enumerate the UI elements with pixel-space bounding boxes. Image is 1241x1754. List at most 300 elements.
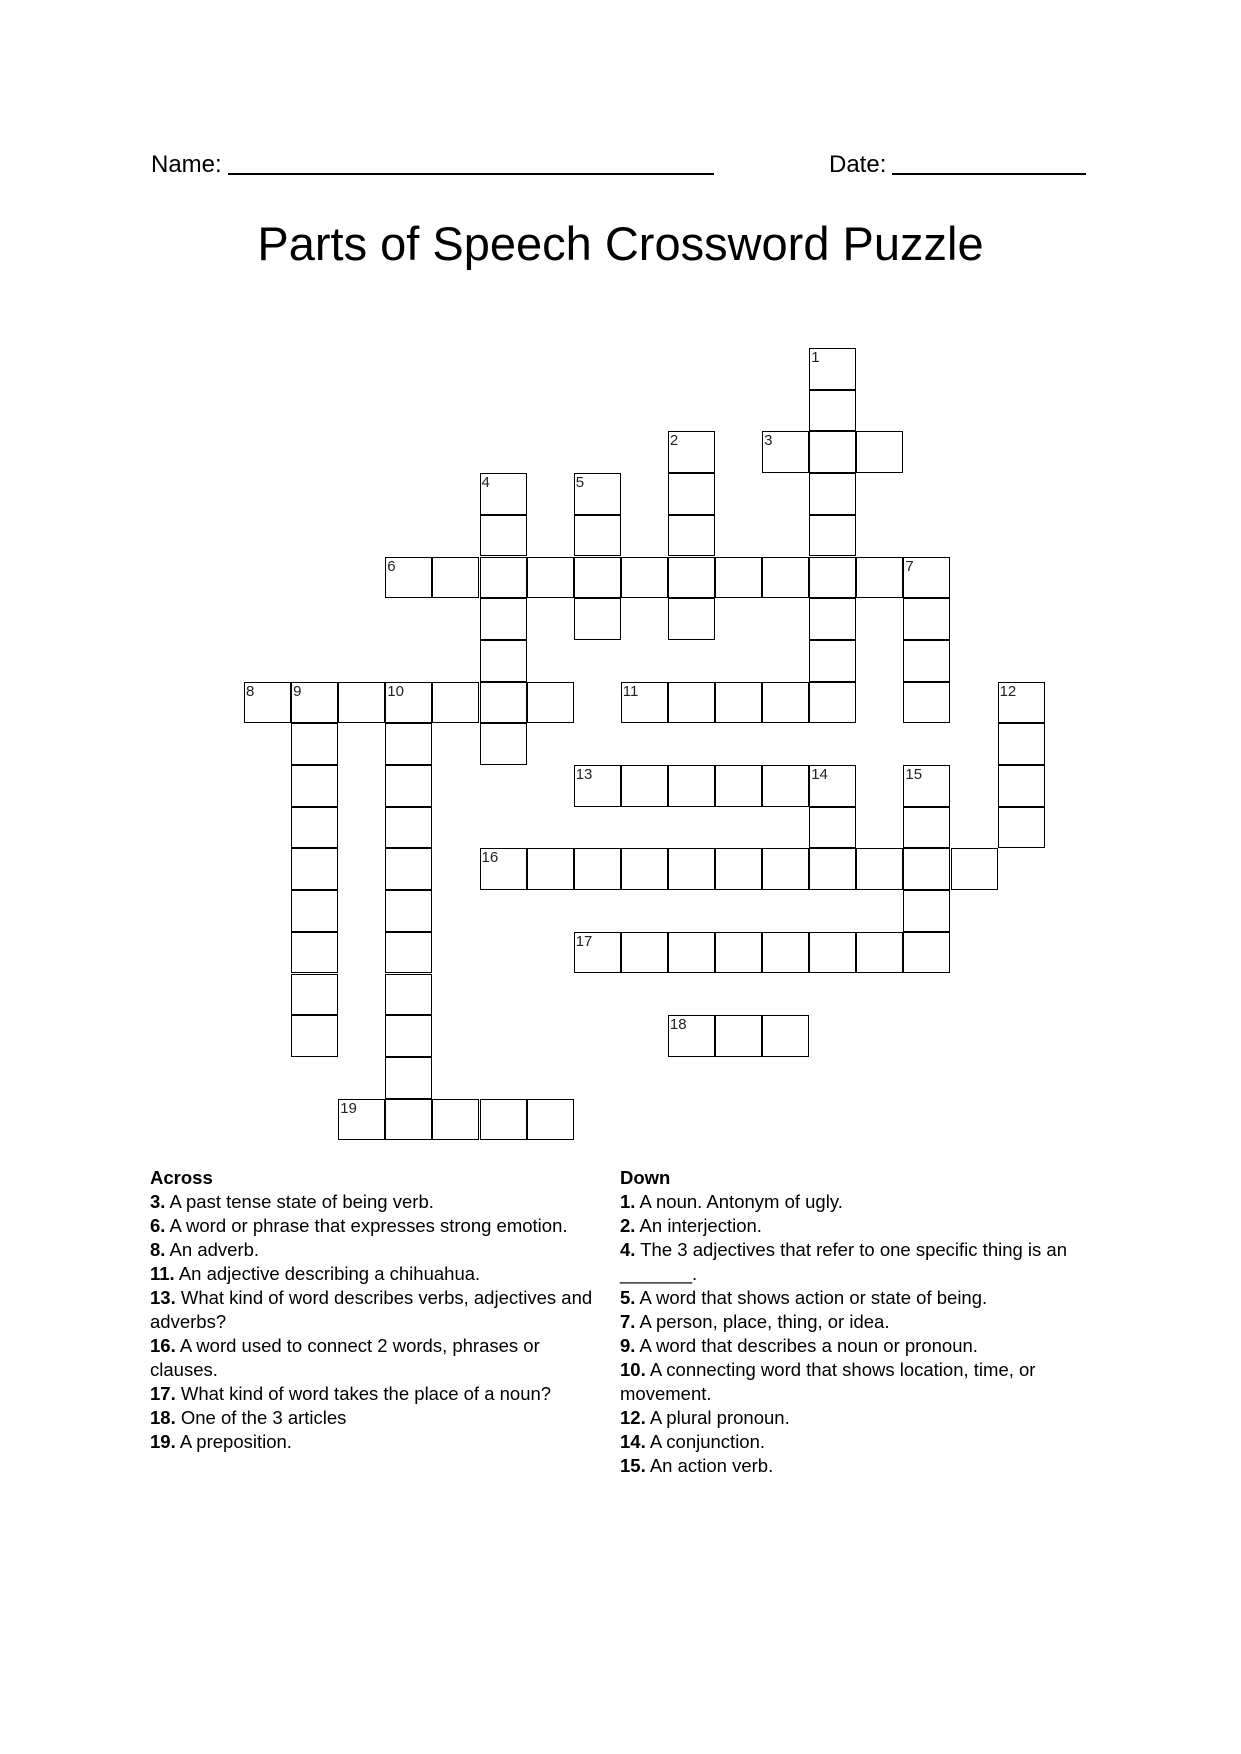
grid-cell[interactable] bbox=[385, 1015, 432, 1057]
clue-number: 9 bbox=[293, 682, 302, 700]
clue-number: 11 bbox=[622, 682, 639, 700]
cell-letter-input[interactable] bbox=[810, 766, 855, 806]
cell-letter-input[interactable] bbox=[481, 558, 526, 598]
cell-letter-input[interactable] bbox=[904, 641, 949, 681]
cell-letter-input[interactable] bbox=[292, 891, 337, 931]
cell-letter-input[interactable] bbox=[810, 516, 855, 556]
cell-letter-input[interactable] bbox=[528, 1100, 573, 1140]
cell-letter-input[interactable] bbox=[763, 683, 808, 723]
grid-cell[interactable] bbox=[856, 848, 903, 890]
cell-letter-input[interactable] bbox=[810, 474, 855, 514]
clue-item bbox=[150, 1382, 610, 1406]
clue-number: 15 bbox=[905, 766, 923, 783]
cell-letter-input[interactable] bbox=[763, 849, 808, 889]
cell-letter-input[interactable] bbox=[292, 766, 337, 806]
clue-text: What kind of word takes the place of a noun? bbox=[175, 1383, 552, 1404]
grid-cell[interactable] bbox=[715, 932, 762, 974]
cell-letter-input[interactable] bbox=[292, 808, 337, 848]
clue-number: 11. bbox=[150, 1263, 175, 1284]
cell-letter-input[interactable] bbox=[810, 391, 855, 431]
grid-cell[interactable] bbox=[903, 807, 950, 849]
clue-text: A word that describes a noun or pronoun. bbox=[635, 1335, 978, 1356]
grid-cell[interactable] bbox=[856, 557, 903, 599]
cell-letter-input[interactable] bbox=[481, 683, 526, 723]
clue-number: 14 bbox=[811, 766, 828, 783]
clue-text: A preposition. bbox=[175, 1431, 292, 1452]
grid-cell[interactable] bbox=[903, 640, 950, 682]
grid-cell[interactable] bbox=[809, 390, 856, 432]
cell-letter-input[interactable] bbox=[810, 641, 855, 681]
grid-cell[interactable] bbox=[574, 848, 621, 890]
clue-item bbox=[620, 1430, 1090, 1454]
cell-letter-input[interactable] bbox=[575, 849, 620, 889]
cell-letter-input[interactable] bbox=[763, 1016, 808, 1056]
cell-letter-input[interactable] bbox=[481, 724, 526, 764]
clue-item bbox=[620, 1406, 1090, 1430]
cell-letter-input[interactable] bbox=[292, 849, 337, 889]
cell-letter-input[interactable] bbox=[904, 766, 949, 806]
cell-letter-input[interactable] bbox=[669, 599, 714, 639]
grid-cell[interactable] bbox=[385, 765, 432, 807]
clue-number: 6. bbox=[150, 1215, 166, 1236]
cell-letter-input[interactable] bbox=[481, 641, 526, 681]
cell-letter-input[interactable] bbox=[292, 975, 337, 1015]
cell-letter-input[interactable] bbox=[716, 683, 761, 723]
cell-letter-input[interactable] bbox=[528, 558, 573, 598]
grid-cell[interactable] bbox=[621, 682, 668, 724]
cell-letter-input[interactable] bbox=[386, 975, 431, 1015]
cell-letter-input[interactable] bbox=[528, 849, 573, 889]
clue-number: 13 bbox=[575, 766, 593, 783]
grid-cell[interactable] bbox=[762, 431, 809, 473]
grid-cell[interactable] bbox=[809, 431, 856, 473]
grid-cell[interactable] bbox=[574, 598, 621, 640]
cell-letter-input[interactable] bbox=[763, 558, 808, 598]
grid-cell[interactable] bbox=[291, 890, 338, 932]
grid-cell[interactable] bbox=[998, 682, 1045, 724]
cell-letter-input[interactable] bbox=[386, 1016, 431, 1056]
cell-letter-input[interactable] bbox=[999, 766, 1044, 806]
grid-cell[interactable] bbox=[809, 640, 856, 682]
clue-number: 4 bbox=[481, 474, 490, 492]
clue-number: 10 bbox=[387, 682, 404, 700]
cell-letter-input[interactable] bbox=[481, 516, 526, 556]
cell-letter-input[interactable] bbox=[386, 1058, 431, 1098]
cell-letter-input[interactable] bbox=[716, 1016, 761, 1056]
cell-letter-input[interactable] bbox=[669, 849, 714, 889]
clue-text: A conjunction. bbox=[645, 1431, 766, 1452]
clue-text: A plural pronoun. bbox=[645, 1407, 790, 1428]
grid-cell[interactable] bbox=[432, 557, 479, 599]
grid-cell[interactable] bbox=[385, 974, 432, 1016]
grid-cell[interactable] bbox=[809, 807, 856, 849]
grid-cell[interactable] bbox=[668, 515, 715, 557]
grid-cell[interactable] bbox=[668, 1015, 715, 1057]
clue-item bbox=[620, 1358, 1090, 1406]
cell-letter-input[interactable] bbox=[857, 933, 902, 973]
cell-letter-input[interactable] bbox=[386, 724, 431, 764]
grid-cell[interactable] bbox=[480, 598, 527, 640]
grid-cell[interactable] bbox=[291, 974, 338, 1016]
cell-letter-input[interactable] bbox=[386, 849, 431, 889]
grid-cell[interactable] bbox=[903, 932, 950, 974]
across-heading: Across bbox=[150, 1167, 213, 1188]
cell-letter-input[interactable] bbox=[810, 849, 855, 889]
clue-number: 1. bbox=[620, 1191, 636, 1212]
grid-cell[interactable] bbox=[244, 682, 291, 724]
cell-letter-input[interactable] bbox=[763, 432, 808, 472]
clue-number: 1 bbox=[811, 349, 820, 366]
grid-cell[interactable] bbox=[480, 557, 527, 599]
grid-cell[interactable] bbox=[715, 848, 762, 890]
cell-letter-input[interactable] bbox=[669, 766, 714, 806]
grid-cell[interactable] bbox=[809, 348, 856, 390]
clue-number: 19. bbox=[150, 1431, 176, 1452]
clue-text: A noun. Antonym of ugly. bbox=[635, 1191, 843, 1212]
clue-number: 17. bbox=[150, 1383, 176, 1404]
clue-number: 7 bbox=[905, 557, 914, 575]
cell-letter-input[interactable] bbox=[999, 683, 1044, 723]
cell-letter-input[interactable] bbox=[622, 849, 667, 889]
grid-cell[interactable] bbox=[291, 1015, 338, 1057]
cell-letter-input[interactable] bbox=[669, 558, 714, 598]
cell-letter-input[interactable] bbox=[810, 683, 855, 723]
clue-item bbox=[150, 1430, 610, 1454]
grid-cell[interactable] bbox=[668, 932, 715, 974]
cell-letter-input[interactable] bbox=[904, 933, 949, 973]
grid-cell[interactable] bbox=[809, 557, 856, 599]
grid-cell[interactable] bbox=[668, 431, 715, 473]
grid-cell[interactable] bbox=[668, 473, 715, 515]
cell-letter-input[interactable] bbox=[904, 599, 949, 639]
clue-number: 16. bbox=[150, 1335, 176, 1356]
grid-cell[interactable] bbox=[527, 682, 574, 724]
clue-number: 6 bbox=[387, 557, 396, 575]
grid-cell[interactable] bbox=[903, 598, 950, 640]
grid-cell[interactable] bbox=[291, 807, 338, 849]
grid-cell[interactable] bbox=[809, 848, 856, 890]
cell-letter-input[interactable] bbox=[810, 933, 855, 973]
clue-item bbox=[620, 1190, 1090, 1214]
cell-letter-input[interactable] bbox=[716, 558, 761, 598]
clue-number: 9. bbox=[620, 1335, 636, 1356]
clue-number: 8. bbox=[150, 1239, 166, 1260]
cell-letter-input[interactable] bbox=[386, 683, 431, 723]
cell-letter-input[interactable] bbox=[669, 1016, 714, 1056]
grid-cell[interactable] bbox=[998, 723, 1045, 765]
cell-letter-input[interactable] bbox=[481, 849, 526, 889]
grid-cell[interactable] bbox=[480, 682, 527, 724]
cell-letter-input[interactable] bbox=[433, 683, 478, 723]
cell-letter-input[interactable] bbox=[481, 1100, 526, 1140]
grid-cell[interactable] bbox=[856, 932, 903, 974]
cell-letter-input[interactable] bbox=[904, 891, 949, 931]
clue-number: 7. bbox=[620, 1311, 636, 1332]
cell-letter-input[interactable] bbox=[810, 599, 855, 639]
name-field bbox=[151, 148, 714, 179]
grid-cell[interactable] bbox=[385, 932, 432, 974]
clue-item bbox=[620, 1310, 1090, 1334]
cell-letter-input[interactable] bbox=[433, 1100, 478, 1140]
grid-cell[interactable] bbox=[291, 765, 338, 807]
grid-cell[interactable] bbox=[480, 723, 527, 765]
clue-number: 5. bbox=[620, 1287, 636, 1308]
cell-letter-input[interactable] bbox=[386, 933, 431, 973]
clue-item bbox=[150, 1262, 610, 1286]
across-clues bbox=[150, 1166, 610, 1454]
clue-text: One of the 3 articles bbox=[175, 1407, 347, 1428]
cell-letter-input[interactable] bbox=[904, 808, 949, 848]
clue-number: 12. bbox=[620, 1407, 646, 1428]
cell-letter-input[interactable] bbox=[292, 933, 337, 973]
cell-letter-input[interactable] bbox=[669, 432, 714, 472]
clue-text: A word used to connect 2 words, phrases or clauses. bbox=[150, 1335, 540, 1380]
clue-text: A connecting word that shows location, time, or movement. bbox=[620, 1359, 1036, 1404]
grid-cell[interactable] bbox=[903, 682, 950, 724]
cell-letter-input[interactable] bbox=[904, 683, 949, 723]
cell-letter-input[interactable] bbox=[386, 891, 431, 931]
grid-cell[interactable] bbox=[762, 848, 809, 890]
name-label: Name: bbox=[151, 151, 222, 178]
cell-letter-input[interactable] bbox=[810, 558, 855, 598]
clue-text: A person, place, thing, or idea. bbox=[635, 1311, 890, 1332]
down-clue-list bbox=[620, 1190, 1090, 1478]
grid-cell[interactable] bbox=[998, 765, 1045, 807]
cell-letter-input[interactable] bbox=[857, 849, 902, 889]
grid-cell[interactable] bbox=[762, 1015, 809, 1057]
grid-cell[interactable] bbox=[856, 431, 903, 473]
clue-text: An action verb. bbox=[645, 1455, 774, 1476]
clue-number: 18 bbox=[669, 1016, 687, 1034]
grid-cell[interactable] bbox=[385, 723, 432, 765]
clue-number: 2 bbox=[669, 432, 679, 450]
grid-cell[interactable] bbox=[668, 765, 715, 807]
clue-text: The 3 adjectives that refer to one specific thing is an _______. bbox=[620, 1239, 1068, 1284]
clue-item bbox=[150, 1334, 610, 1382]
date-blank-line[interactable] bbox=[892, 151, 1086, 175]
clue-number: 18. bbox=[150, 1407, 176, 1428]
grid-cell[interactable] bbox=[338, 1099, 385, 1141]
page-title: Parts of Speech Crossword Puzzle bbox=[257, 217, 984, 270]
clue-item bbox=[620, 1334, 1090, 1358]
clue-number: 15. bbox=[620, 1455, 646, 1476]
cell-letter-input[interactable] bbox=[716, 933, 761, 973]
clue-text: A word or phrase that expresses strong emotion. bbox=[165, 1215, 568, 1236]
grid-cell[interactable] bbox=[715, 1015, 762, 1057]
cell-letter-input[interactable] bbox=[575, 558, 620, 598]
cell-letter-input[interactable] bbox=[528, 683, 573, 723]
grid-cell[interactable] bbox=[480, 1099, 527, 1141]
cell-letter-input[interactable] bbox=[716, 766, 761, 806]
grid-cell[interactable] bbox=[385, 848, 432, 890]
clue-number: 8 bbox=[246, 682, 255, 700]
cell-letter-input[interactable] bbox=[386, 766, 431, 806]
grid-cell[interactable] bbox=[762, 932, 809, 974]
cell-letter-input[interactable] bbox=[669, 933, 714, 973]
cell-letter-input[interactable] bbox=[481, 599, 526, 639]
grid-cell[interactable] bbox=[762, 682, 809, 724]
cell-letter-input[interactable] bbox=[999, 724, 1044, 764]
grid-cell[interactable] bbox=[574, 932, 621, 974]
cell-letter-input[interactable] bbox=[669, 516, 714, 556]
grid-cell[interactable] bbox=[338, 682, 385, 724]
grid-cell[interactable] bbox=[527, 848, 574, 890]
grid-cell[interactable] bbox=[527, 557, 574, 599]
grid-cell[interactable] bbox=[574, 765, 621, 807]
grid-cell[interactable] bbox=[291, 682, 338, 724]
clue-item bbox=[150, 1190, 610, 1214]
clue-item bbox=[620, 1214, 1090, 1238]
grid-cell[interactable] bbox=[480, 515, 527, 557]
grid-cell[interactable] bbox=[527, 1099, 574, 1141]
clue-item bbox=[620, 1454, 1090, 1478]
cell-letter-input[interactable] bbox=[952, 849, 997, 889]
grid-cell[interactable] bbox=[668, 848, 715, 890]
grid-cell[interactable] bbox=[480, 640, 527, 682]
clue-number: 19 bbox=[340, 1099, 357, 1117]
grid-cell[interactable] bbox=[385, 1057, 432, 1099]
cell-letter-input[interactable] bbox=[575, 766, 620, 806]
cell-letter-input[interactable] bbox=[810, 432, 855, 472]
clue-number: 4. bbox=[620, 1239, 636, 1260]
cell-letter-input[interactable] bbox=[857, 558, 902, 598]
grid-cell[interactable] bbox=[432, 1099, 479, 1141]
grid-cell[interactable] bbox=[809, 598, 856, 640]
cell-letter-input[interactable] bbox=[575, 599, 620, 639]
cell-letter-input[interactable] bbox=[669, 474, 714, 514]
grid-cell[interactable] bbox=[903, 557, 950, 599]
clue-number: 10. bbox=[620, 1359, 646, 1380]
clue-number: 2. bbox=[620, 1215, 636, 1236]
cell-letter-input[interactable] bbox=[292, 1016, 337, 1056]
clue-text: What kind of word describes verbs, adjectives and adverbs? bbox=[150, 1287, 593, 1332]
grid-cell[interactable] bbox=[574, 557, 621, 599]
cell-letter-input[interactable] bbox=[904, 558, 949, 598]
clue-text: An interjection. bbox=[635, 1215, 762, 1236]
grid-cell[interactable] bbox=[903, 890, 950, 932]
clue-text: An adverb. bbox=[165, 1239, 260, 1260]
cell-letter-input[interactable] bbox=[810, 349, 855, 389]
cell-letter-input[interactable] bbox=[622, 558, 667, 598]
grid-cell[interactable] bbox=[668, 598, 715, 640]
grid-cell[interactable] bbox=[621, 557, 668, 599]
grid-cell[interactable] bbox=[903, 848, 950, 890]
grid-cell[interactable] bbox=[809, 515, 856, 557]
cell-letter-input[interactable] bbox=[716, 849, 761, 889]
grid-cell[interactable] bbox=[291, 723, 338, 765]
grid-cell[interactable] bbox=[809, 682, 856, 724]
grid-cell[interactable] bbox=[809, 473, 856, 515]
cell-letter-input[interactable] bbox=[386, 808, 431, 848]
date-field bbox=[829, 148, 1086, 179]
grid-cell[interactable] bbox=[668, 682, 715, 724]
grid-cell[interactable] bbox=[385, 682, 432, 724]
clue-number: 17 bbox=[575, 932, 593, 950]
clue-text: An adjective describing a chihuahua. bbox=[174, 1263, 481, 1284]
clue-text: A past tense state of being verb. bbox=[165, 1191, 434, 1212]
cell-letter-input[interactable] bbox=[622, 933, 667, 973]
grid-cell[interactable] bbox=[668, 557, 715, 599]
grid-cell[interactable] bbox=[291, 848, 338, 890]
cell-letter-input[interactable] bbox=[622, 683, 667, 723]
clue-item bbox=[150, 1238, 610, 1262]
clue-number: 13. bbox=[150, 1287, 176, 1308]
down-clues bbox=[620, 1166, 1090, 1478]
clue-text: A word that shows action or state of being. bbox=[635, 1287, 988, 1308]
cell-letter-input[interactable] bbox=[575, 474, 620, 514]
cell-letter-input[interactable] bbox=[339, 683, 384, 723]
cell-letter-input[interactable] bbox=[810, 808, 855, 848]
grid-cell[interactable] bbox=[574, 473, 621, 515]
clue-item bbox=[620, 1238, 1090, 1286]
cell-letter-input[interactable] bbox=[481, 474, 526, 514]
clue-number: 3. bbox=[150, 1191, 166, 1212]
grid-cell[interactable] bbox=[432, 682, 479, 724]
clue-number: 5 bbox=[575, 474, 585, 492]
clue-number: 14. bbox=[620, 1431, 646, 1452]
cell-letter-input[interactable] bbox=[245, 683, 290, 723]
cell-letter-input[interactable] bbox=[292, 724, 337, 764]
cell-letter-input[interactable] bbox=[763, 933, 808, 973]
cell-letter-input[interactable] bbox=[763, 766, 808, 806]
grid-cell[interactable] bbox=[809, 765, 856, 807]
down-heading: Down bbox=[620, 1167, 671, 1188]
cell-letter-input[interactable] bbox=[339, 1100, 384, 1140]
grid-cell[interactable] bbox=[715, 682, 762, 724]
cell-letter-input[interactable] bbox=[433, 558, 478, 598]
cell-letter-input[interactable] bbox=[575, 516, 620, 556]
grid-cell[interactable] bbox=[385, 1099, 432, 1141]
grid-cell[interactable] bbox=[621, 765, 668, 807]
grid-cell[interactable] bbox=[715, 557, 762, 599]
grid-cell[interactable] bbox=[385, 557, 432, 599]
grid-cell[interactable] bbox=[715, 765, 762, 807]
grid-cell[interactable] bbox=[385, 807, 432, 849]
clue-number: 16 bbox=[481, 849, 499, 867]
grid-cell[interactable] bbox=[480, 848, 527, 890]
grid-cell[interactable] bbox=[621, 932, 668, 974]
grid-cell[interactable] bbox=[762, 557, 809, 599]
cell-letter-input[interactable] bbox=[857, 432, 902, 472]
cell-letter-input[interactable] bbox=[575, 933, 620, 973]
cell-letter-input[interactable] bbox=[386, 1100, 431, 1140]
grid-cell[interactable] bbox=[385, 890, 432, 932]
clue-item bbox=[150, 1286, 610, 1334]
grid-cell[interactable] bbox=[480, 473, 527, 515]
cell-letter-input[interactable] bbox=[669, 683, 714, 723]
grid-cell[interactable] bbox=[621, 848, 668, 890]
clue-number: 12 bbox=[999, 682, 1017, 700]
grid-cell[interactable] bbox=[291, 932, 338, 974]
clue-item bbox=[620, 1286, 1090, 1310]
grid-cell[interactable] bbox=[951, 848, 998, 890]
cell-letter-input[interactable] bbox=[292, 683, 337, 723]
name-blank-line[interactable] bbox=[228, 151, 714, 175]
grid-cell[interactable] bbox=[809, 932, 856, 974]
clue-item bbox=[150, 1406, 610, 1430]
grid-cell[interactable] bbox=[574, 515, 621, 557]
clue-item bbox=[150, 1214, 610, 1238]
grid-cell[interactable] bbox=[762, 765, 809, 807]
cell-letter-input[interactable] bbox=[386, 558, 431, 598]
cell-letter-input[interactable] bbox=[904, 849, 949, 889]
grid-cell[interactable] bbox=[903, 765, 950, 807]
date-label: Date: bbox=[829, 151, 887, 178]
cell-letter-input[interactable] bbox=[622, 766, 667, 806]
across-clue-list bbox=[150, 1190, 610, 1454]
cell-letter-input[interactable] bbox=[999, 808, 1044, 848]
grid-cell[interactable] bbox=[998, 807, 1045, 849]
